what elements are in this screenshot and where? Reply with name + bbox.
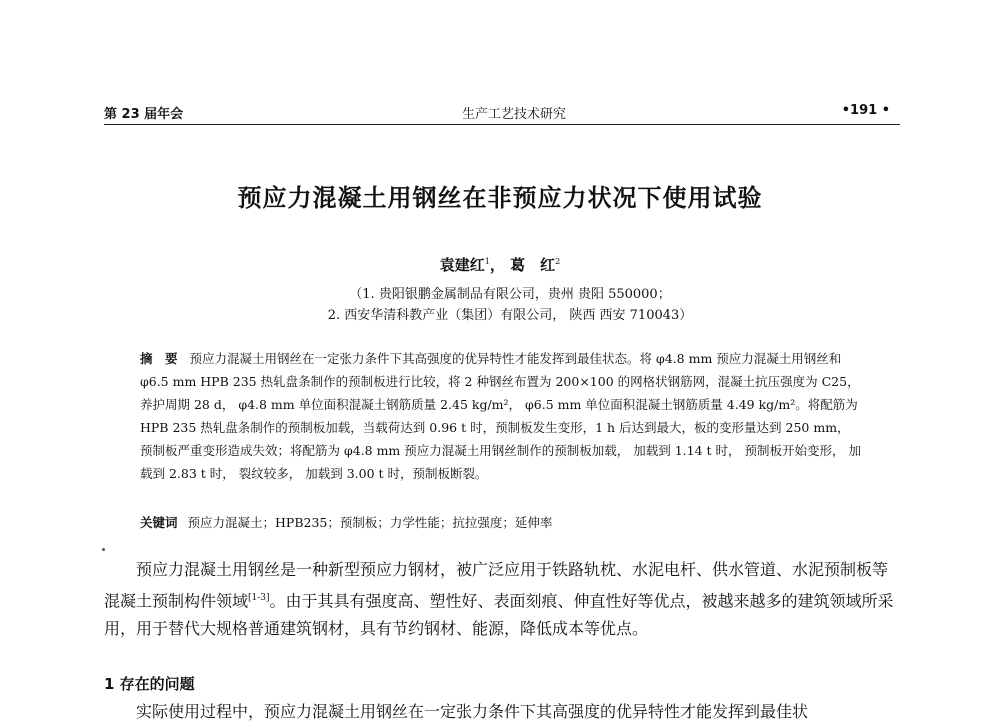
section-paragraph: 实际使用过程中，预应力混凝土用钢丝在一定张力条件下其高强度的优异特性才能发挥到最佳状 <box>136 702 809 721</box>
author-2: 葛 红 <box>510 256 556 274</box>
author-1-affil: 1 <box>484 257 490 266</box>
abstract <box>140 347 862 485</box>
author-line <box>300 254 700 275</box>
citation: [1-3] <box>248 593 270 603</box>
conference-label: 第 23 届年会 <box>104 107 184 122</box>
paper-title: 预应力混凝土用钢丝在非预应力状况下使用试验 <box>237 184 763 212</box>
author-separator: ， <box>489 256 505 274</box>
author-2-affil: 2 <box>555 257 561 266</box>
abstract-text: 预应力混凝土用钢丝在一定张力条件下其高强度的优异特性才能发挥到最佳状态。将 φ4.8 mm 预应力混凝土用钢丝和 φ6.5 mm HPB 235 热轧盘条制作的预制板进行比较，将 2 种钢丝布置为 200×100 的网格状钢筋网，混凝土抗压强度为 C25，养护周期 28 d， φ4.8 mm 单位面积混凝土钢筋质量 2.45 kg/m²， φ6.5 mm 单位面积混凝土钢筋质量 4.49 kg/m²。将配筋为 HPB 235 热轧盘条制作的预制板加载，当载荷达到 0.96 t 时，预制板发生变形，1 h 后达到最大，板的变形量达到 250 mm，预制板严重变形造成失效；将配筋为 φ4.8 mm 预应力混凝土用钢丝制作的预制板加载， 加载到 1.14 t 时， 预制板开始变形， 加载到 2.83 t 时， 裂纹较多， 加载到 3.00 t 时，预制板断裂。 <box>140 351 861 481</box>
section-heading: 1 存在的问题 <box>104 675 195 693</box>
page-number: •191 • <box>841 103 890 118</box>
keywords-label: 关键词 <box>140 515 178 530</box>
intro-text-a: 预应力混凝土用钢丝是一种新型预应力钢材，被广泛应用于铁路轨枕、水泥电杆、供水管道、水泥预制板等混凝土预制构件领域 <box>104 560 889 611</box>
affiliation-2: 2. 西安华清科教产业（集团）有限公司， 陕西 西安 710043） <box>327 308 693 323</box>
keywords-text: 预应力混凝土；HPB235；预制板；力学性能；抗拉强度；延伸率 <box>187 515 553 530</box>
running-header <box>104 100 900 125</box>
intro-paragraph <box>104 556 900 643</box>
author-1: 袁建红 <box>439 256 485 274</box>
scan-dot <box>102 548 105 551</box>
abstract-label: 摘 要 <box>140 351 178 366</box>
section-label: 生产工艺技术研究 <box>461 107 566 122</box>
intro-text-b: 。由于其具有强度高、塑性好、表面刻痕、伸直性好等优点，被越来越多的建筑领域所采用，用于替代大规格普通建筑钢材，具有节约钢材、能源，降低成本等优点。 <box>104 591 894 639</box>
affiliation-1: （1. 贵阳银鹏金属制品有限公司，贵州 贵阳 550000； <box>349 287 671 302</box>
keywords <box>140 513 862 531</box>
